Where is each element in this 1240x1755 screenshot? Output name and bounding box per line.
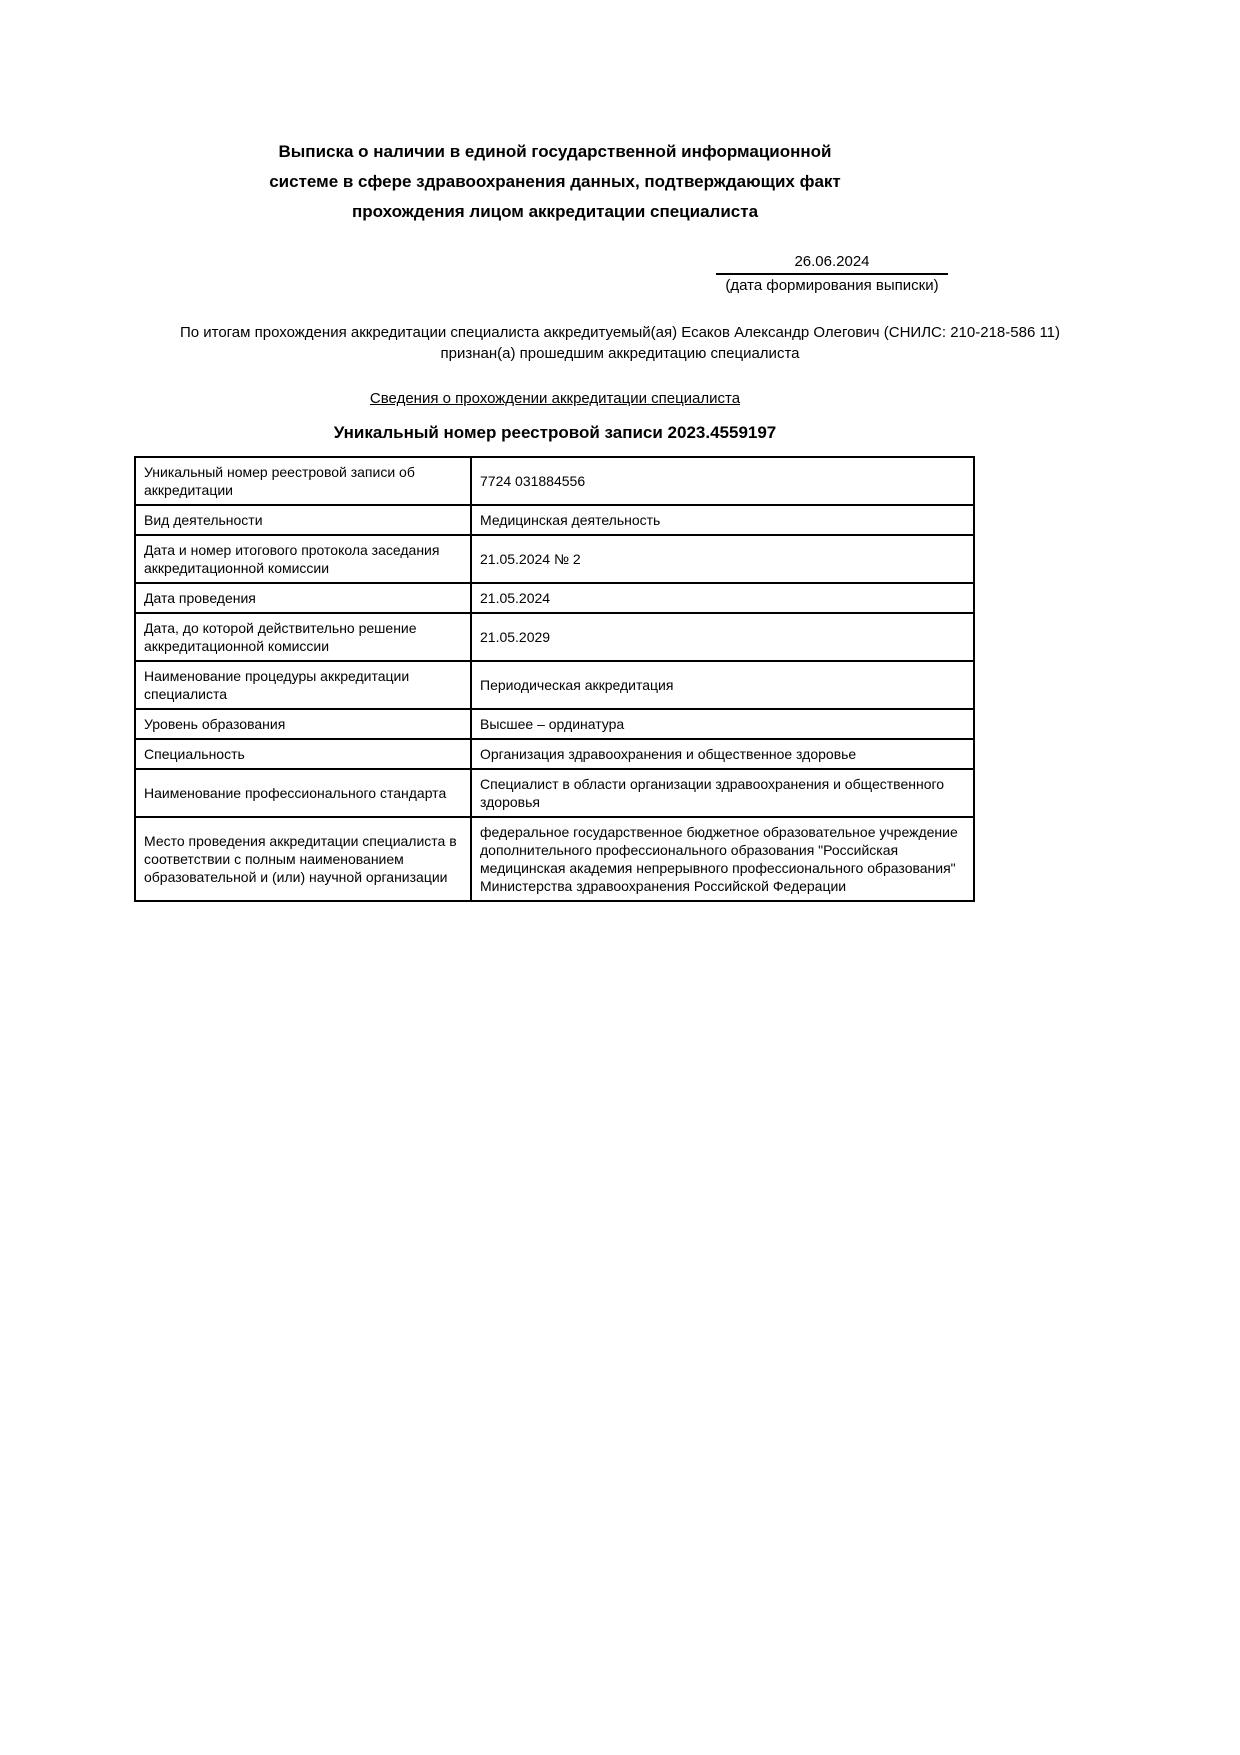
row-value-cell: Высшее – ординатура — [471, 709, 974, 739]
table-row — [135, 709, 974, 739]
row-value-cell: федеральное государственное бюджетное образовательное учреждение дополнительного профессионального образования "Российская медицинская академия непрерывного профессионального образования" Министерства здравоохранения Российской Федерации — [471, 817, 974, 901]
row-label-cell: Дата и номер итогового протокола заседания аккредитационной комиссии — [135, 535, 471, 583]
accreditation-table — [134, 456, 975, 902]
table-row — [135, 535, 974, 583]
row-label-cell: Дата проведения — [135, 583, 471, 613]
row-value-cell: 21.05.2024 — [471, 583, 974, 613]
document-title-line: прохождения лицом аккредитации специалиста — [351, 202, 759, 221]
row-label-cell: Наименование процедуры аккредитации специалиста — [135, 661, 471, 709]
extract-date-block — [716, 253, 948, 294]
intro-paragraph-line: признан(а) прошедшим аккредитацию специалиста — [440, 345, 800, 362]
table-row — [135, 457, 974, 505]
row-value-cell: Организация здравоохранения и общественное здоровье — [471, 739, 974, 769]
row-value-cell: Специалист в области организации здравоохранения и общественного здоровья — [471, 769, 974, 817]
registry-record-heading: Уникальный номер реестровой записи 2023.4559197 — [333, 423, 777, 442]
section-heading: Сведения о прохождении аккредитации специалиста — [369, 390, 741, 407]
row-value-cell: 21.05.2024 № 2 — [471, 535, 974, 583]
intro-paragraph-line: По итогам прохождения аккредитации специалиста аккредитуемый(ая) Есаков Александр Олегович (СНИЛС: 210-218-586 11) — [179, 324, 1061, 341]
accreditation-table-body — [135, 457, 974, 901]
row-label-cell: Дата, до которой действительно решение аккредитационной комиссии — [135, 613, 471, 661]
table-row — [135, 769, 974, 817]
row-value-cell: Медицинская деятельность — [471, 505, 974, 535]
table-row — [135, 583, 974, 613]
intro-paragraph — [70, 322, 1170, 364]
extract-date-value: 26.06.2024 — [716, 253, 948, 275]
row-label-cell: Уникальный номер реестровой записи об аккредитации — [135, 457, 471, 505]
document-title — [140, 0, 970, 227]
row-value-cell: 21.05.2029 — [471, 613, 974, 661]
table-row — [135, 817, 974, 901]
row-label-cell: Наименование профессионального стандарта — [135, 769, 471, 817]
row-label-cell: Специальность — [135, 739, 471, 769]
table-row — [135, 739, 974, 769]
table-row — [135, 661, 974, 709]
row-value-cell: Периодическая аккредитация — [471, 661, 974, 709]
document-title-line: Выписка о наличии в единой государственной информационной — [278, 142, 832, 161]
row-label-cell: Уровень образования — [135, 709, 471, 739]
row-label-cell: Вид деятельности — [135, 505, 471, 535]
row-value-cell: 7724 031884556 — [471, 457, 974, 505]
table-row — [135, 613, 974, 661]
row-label-cell: Место проведения аккредитации специалиста в соответствии с полным наименованием образовательной и (или) научной организации — [135, 817, 471, 901]
table-row — [135, 505, 974, 535]
extract-date-caption: (дата формирования выписки) — [725, 277, 939, 294]
document-title-line: системе в сфере здравоохранения данных, подтверждающих факт — [269, 172, 841, 191]
